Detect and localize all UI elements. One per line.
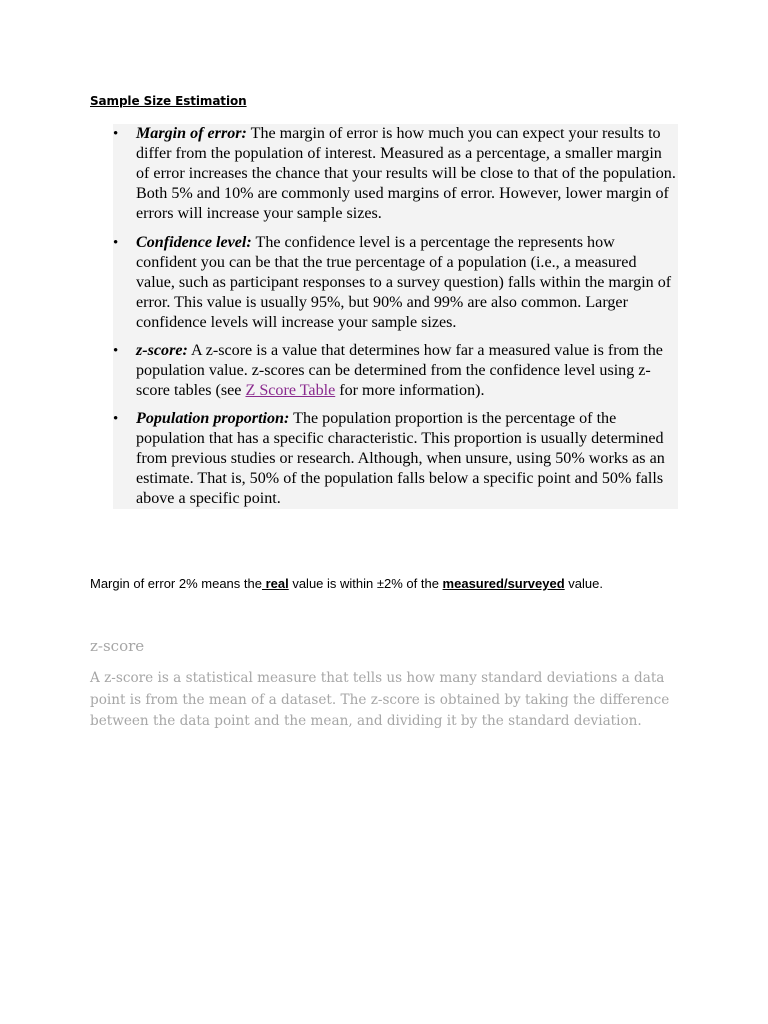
term-z-score: z-score: [136,342,188,359]
term-margin-of-error: Margin of error: [136,125,247,142]
z-score-title: z-score [90,637,145,655]
z-score-table-link[interactable]: Z Score Table [245,382,336,399]
note-text-middle: value is within ±2% of the [288,576,443,591]
list-item-z-score [113,341,678,401]
term-confidence-level: Confidence level: [136,234,252,251]
z-score-description: A z-score is a statistical measure that tells us how many standard deviations a data point is from the mean of a dataset. The z-score is obtained by taking the difference between the data point and the mean, and dividing it by the standard deviation. [90,670,670,729]
definition-text: The margin of error is how much you can expect your results to differ from the population of interest. Measured as a percentage, a smaller margin of error increases the chance that your results will be close to that of the population. Both 5% and 10% are commonly used margins of error. However, lower margin of errors will increase your sample sizes. [136,125,676,222]
margin-of-error-note [90,576,603,591]
definition-text: The population proportion is the percentage of the population that has a specific characteristic. This proportion is usually determined from previous studies or research. Although, when unsure, using 50% works as an estimate. That is, 50% of the population falls below a specific point and 50% falls above a specific point. [136,410,665,507]
note-real: real [261,576,289,591]
definition-text-after: for more information). [335,382,485,399]
definition-text: The confidence level is a percentage the represents how confident you can be that the true percentage of a population (i.e., a measured value, such as participant responses to a survey question) falls within the margin of error. This value is usually 95%, but 90% and 99% are also common. Larger confidence levels will increase your sample sizes. [136,234,672,331]
bullet-icon: • [113,126,119,142]
bullet-icon: • [113,411,119,427]
note-text-after: value. [564,576,603,591]
list-item-population-proportion [113,409,678,509]
note-measured: measured/surveyed [442,576,565,591]
list-item-confidence-level [113,233,678,333]
bullet-icon: • [113,343,119,359]
section-heading: Sample Size Estimation [90,94,247,108]
term-population-proportion: Population proportion: [136,410,290,427]
definition-text: A z-score is a value that determines how far a measured value is from the population value. z-scores can be determined from the confidence level using z-score tables (see [136,342,663,399]
bullet-icon: • [113,235,119,251]
note-text-before: Margin of error 2% means the [90,576,262,591]
list-item-margin-of-error [113,124,678,224]
